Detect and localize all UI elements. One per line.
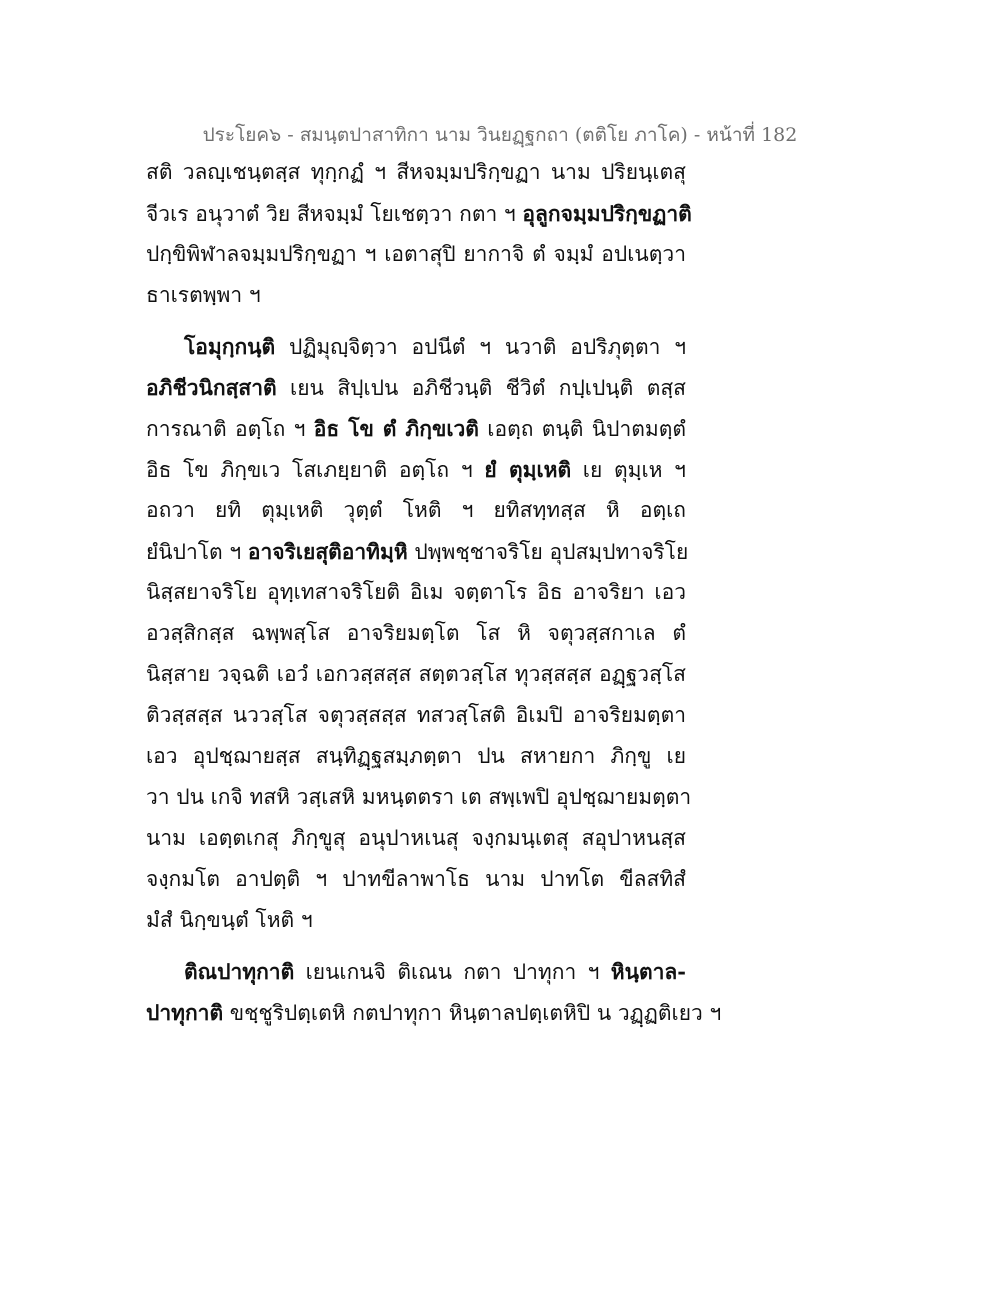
headword: ติณปาทุกาติ: [184, 959, 295, 984]
text-segment: สติ วลญฺเชนฺตสฺส ทุกฺกฏํ ฯ สีหจมฺมปริกฺขฏา นาม ปริยนฺเตสุ: [146, 160, 686, 184]
text-segment: จีวเร อนุวาตํ วิย สีหจมฺมํ โยเชตฺวา กตา ฯ: [146, 202, 523, 226]
text-line: [146, 326, 686, 367]
headword: อุลูกจมฺมปริกฺขฏาติ: [522, 201, 692, 226]
headword: โอมุกฺกนฺติ: [184, 334, 276, 359]
text-segment: เยนเกนจิ ติเณน กตา ปาทุกา ฯ: [294, 960, 611, 984]
text-segment: เอว อุปชฺฌายสฺส สนฺทิฏฺฐสมฺภตฺตา ปน สหายกา ภิกฺขู เย: [146, 744, 686, 768]
text-segment: ธาเรตพฺพา ฯ: [146, 283, 261, 307]
paragraph-gap: [146, 316, 686, 326]
text-segment: ปกฺขิพิฬาลจมฺมปริกฺขฏา ฯ เอตาสุปิ ยากาจิ ตํ จมฺมํ อปเนตฺวา: [146, 242, 686, 266]
text-segment: ติวสฺสสฺส นววสฺโส จตุวสฺสสฺส ทสวสฺโสติ อิเมปิ อาจริยมตฺตา: [146, 703, 686, 727]
text-line: [146, 695, 686, 736]
text-line: [146, 490, 686, 531]
text-segment: นิสฺสยาจริโย อุทฺเทสาจริโยติ อิเม จตฺตาโร อิธ อาจริยา เอว: [146, 580, 686, 604]
text-line: [146, 777, 692, 818]
text-segment: การณาติ อตฺโถ ฯ: [146, 417, 314, 441]
headword: ยํ ตุมฺเหติ: [484, 457, 572, 482]
text-segment: เยน สิปฺเปน อภิชีวนฺติ ชีวิตํ กปฺเปนฺติ ตสฺส: [276, 376, 686, 400]
text-line: [146, 572, 686, 613]
headword: อิธ โข ตํ ภิกฺขเวติ: [313, 416, 479, 441]
text-segment: ปฏิมุญฺจิตฺวา อปนีตํ ฯ นวาติ อปริภุตฺตา ฯ: [275, 335, 686, 359]
text-line: [146, 654, 686, 695]
text-line: [146, 193, 692, 234]
text-line: [146, 449, 686, 490]
running-header: ประโยค๖ - สมนฺตปาสาทิกา นาม วินยฏฺฐกถา (ตติโย ภาโค) - หน้าที่ 182: [202, 124, 798, 146]
text-line: [146, 408, 686, 449]
text-line: [146, 613, 686, 654]
text-segment: จงฺกมโต อาปตฺติ ฯ ปาทขีลาพาโธ นาม ปาทโต ขีลสทิสํ: [146, 867, 686, 891]
text-line: [146, 367, 686, 408]
text-line: [146, 859, 686, 900]
text-line: [146, 900, 686, 941]
text-segment: อิธ โข ภิกฺขเว โสเภยฺยาติ อตฺโถ ฯ: [146, 458, 485, 482]
text-segment: นาม เอตฺตเกสุ ภิกฺขูสุ อนุปาหเนสุ จงฺกมนฺเตสุ สอุปาหนสฺส: [146, 826, 686, 850]
paragraph-gap: [146, 941, 686, 951]
text-segment: เย ตุมฺเห ฯ: [571, 458, 686, 482]
headword: อภิชีวนิกสฺสาติ: [146, 375, 277, 400]
body-text: [146, 152, 722, 1033]
text-segment: ปพฺพชฺชาจริโย อุปสมฺปทาจริโย: [407, 540, 689, 564]
text-line: [146, 992, 722, 1033]
text-line: [146, 736, 686, 777]
text-segment: มํสํ นิกฺขนฺตํ โหติ ฯ: [146, 908, 313, 932]
text-line: [146, 275, 686, 316]
text-segment: ยํนิปาโต ฯ: [146, 540, 248, 564]
text-segment: อวสฺสิกสฺส ฉพฺพสฺโส อาจริยมตฺโต โส หิ จตุวสฺสกาเล ตํ: [146, 621, 686, 645]
text-segment: เอตฺถ ตนฺติ นิปาตมตฺตํ: [478, 417, 686, 441]
text-line: [146, 234, 686, 275]
text-line: [146, 152, 686, 193]
headword: อาจริเยสุติอาทิมฺหิ: [247, 539, 408, 564]
text-segment: อถวา ยทิ ตุมฺเหติ วุตฺตํ โหติ ฯ ยทิสทฺทสฺส หิ อตฺเถ: [146, 498, 686, 522]
text-line: [146, 531, 689, 572]
text-line: [146, 818, 686, 859]
text-segment: ขชฺชูริปตฺเตหิ กตปาทุกา หินฺตาลปตฺเตหิปิ น วฏฺฏติเยว ฯ: [223, 1001, 722, 1025]
text-line: [146, 951, 686, 992]
headword: ปาทุกาติ: [146, 1000, 224, 1025]
text-segment: นิสฺสาย วจฺฉติ เอวํ เอกวสฺสสฺส สตฺตวสฺโส ทุวสฺสสฺส อฏฺฐวสฺโส: [146, 662, 686, 686]
text-segment: วา ปน เกจิ ทสหิ วสฺเสหิ มหนฺตตรา เต สพฺเพปิ อุปชฺฌายมตฺตา: [146, 785, 692, 809]
headword: หินฺตาล-: [610, 959, 686, 984]
